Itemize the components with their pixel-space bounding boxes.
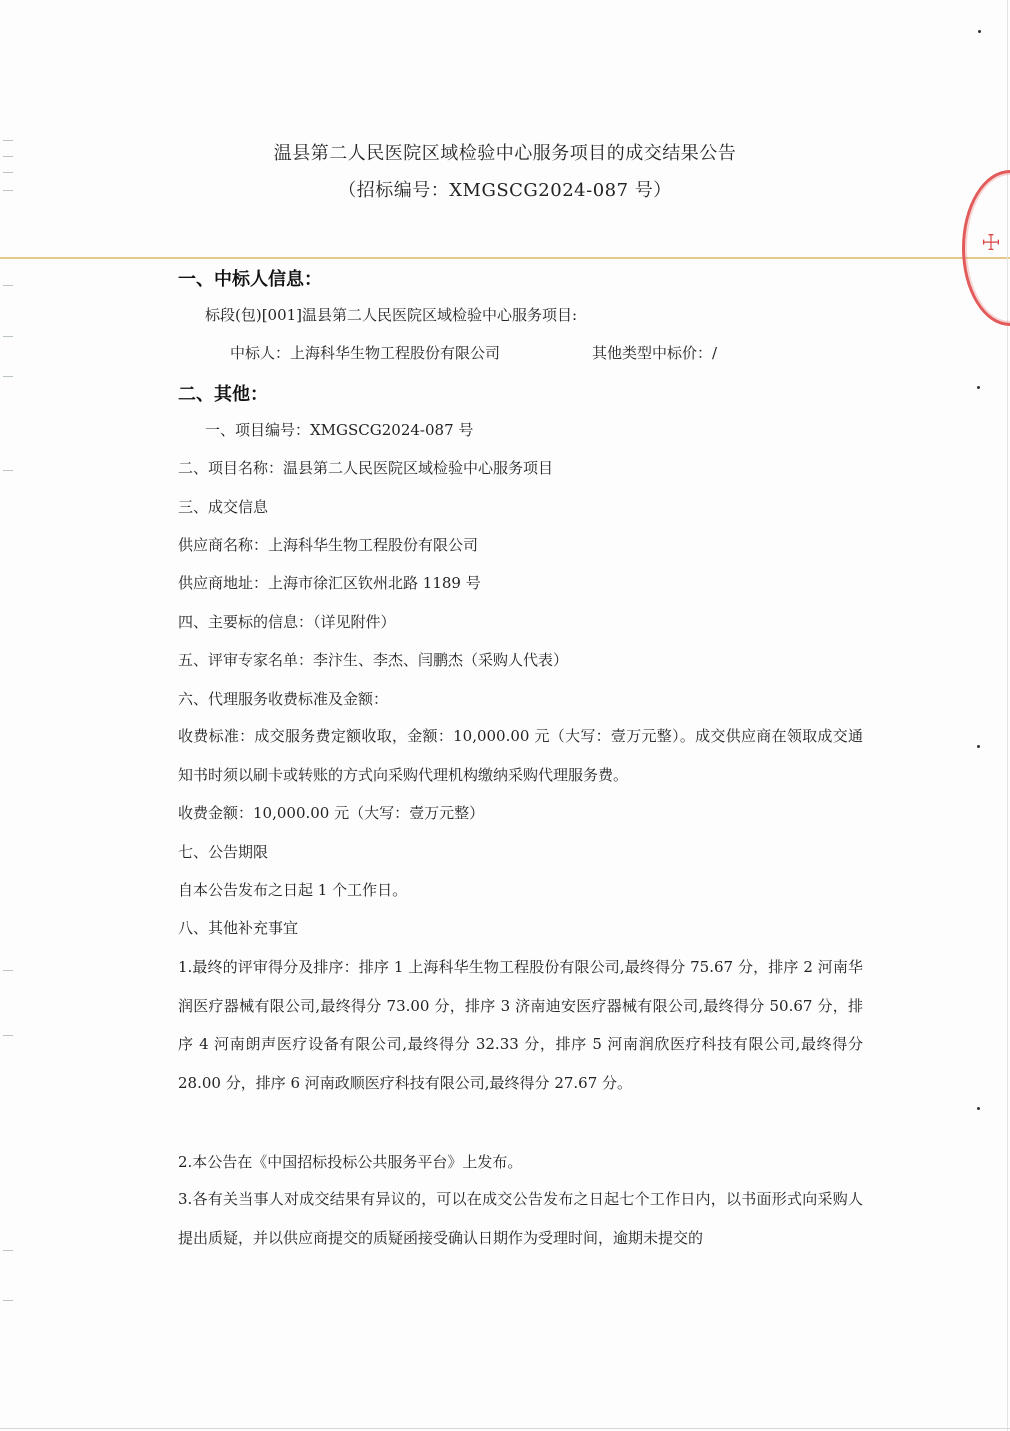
section-heading-winner: 一、中标人信息： xyxy=(178,269,322,290)
period-heading: 七、公告期限 xyxy=(178,843,269,861)
fee-heading: 六、代理服务收费标准及金额： xyxy=(178,690,389,708)
scan-speck xyxy=(977,745,980,748)
publication-line: 2.本公告在《中国招标投标公共服务平台》上发布。 xyxy=(178,1153,523,1171)
supplier-name-line: 供应商名称：上海科华生物工程股份有限公司 xyxy=(178,536,479,554)
winner-line: 中标人：上海科华生物工程股份有限公司 xyxy=(230,344,501,362)
tender-number: （招标编号：XMGSCG2024-087 号） xyxy=(338,180,672,201)
page-edge-bottom xyxy=(0,1428,1010,1429)
seal-mark-icon: ☩ xyxy=(981,231,1001,256)
binding-marks xyxy=(3,100,17,1350)
scan-speck xyxy=(977,1107,980,1110)
project-number-line: 一、项目编号：XMGSCG2024-087 号 xyxy=(205,421,474,439)
supplier-address-line: 供应商地址：上海市徐汇区钦州北路 1189 号 xyxy=(178,574,481,592)
scan-artifact-line xyxy=(0,257,1010,259)
objection-paragraph: 3.各有关当事人对成交结果有异议的，可以在成交公告发布之日起七个工作日内，以书面形式向采购人提出质疑，并以供应商提交的质疑函接受确认日期作为受理时间，逾期未提交的 xyxy=(178,1190,863,1247)
fee-standard-paragraph: 收费标准：成交服务费定额收取，金额：10,000.00 元（大写：壹万元整）。成交供应商在领取成交通知书时须以刷卡或转账的方式向采购代理机构缴纳采购代理服务费。 xyxy=(178,727,863,784)
project-name-line: 二、项目名称：温县第二人民医院区域检验中心服务项目 xyxy=(178,459,554,477)
other-price-line: 其他类型中标价：/ xyxy=(592,344,718,362)
fee-amount-line: 收费金额：10,000.00 元（大写：壹万元整） xyxy=(178,804,485,822)
deal-info-heading: 三、成交信息 xyxy=(178,498,269,516)
ranking-paragraph: 1.最终的评审得分及排序：排序 1 上海科华生物工程股份有限公司,最终得分 75.67 分，排序 2 河南华润医疗器械有限公司,最终得分 73.00 分，排序 3 济南迪安医疗器械有限公司,最终得分 50.67 分，排序 4 河南朗声医疗设备有限公司,最终得分 32.33 分，排序 5 河南润欣医疗科技有限公司,最终得分 28.00 分，排序 6 河南政顺医疗科技有限公司,最终得分 27.67 分。 xyxy=(178,958,863,1092)
lot-line: 标段(包)[001]温县第二人民医院区域检验中心服务项目: xyxy=(205,306,578,324)
section-heading-other: 二、其他： xyxy=(178,384,268,405)
scan-speck xyxy=(977,386,980,389)
period-line: 自本公告发布之日起 1 个工作日。 xyxy=(178,881,408,899)
experts-line: 五、评审专家名单：李汴生、李杰、闫鹏杰（采购人代表） xyxy=(178,651,569,669)
other-matters-heading: 八、其他补充事宜 xyxy=(178,919,299,937)
document-title: 温县第二人民医院区域检验中心服务项目的成交结果公告 xyxy=(273,143,737,164)
scan-speck xyxy=(978,30,981,33)
main-item-line: 四、主要标的信息：（详见附件） xyxy=(178,613,396,631)
